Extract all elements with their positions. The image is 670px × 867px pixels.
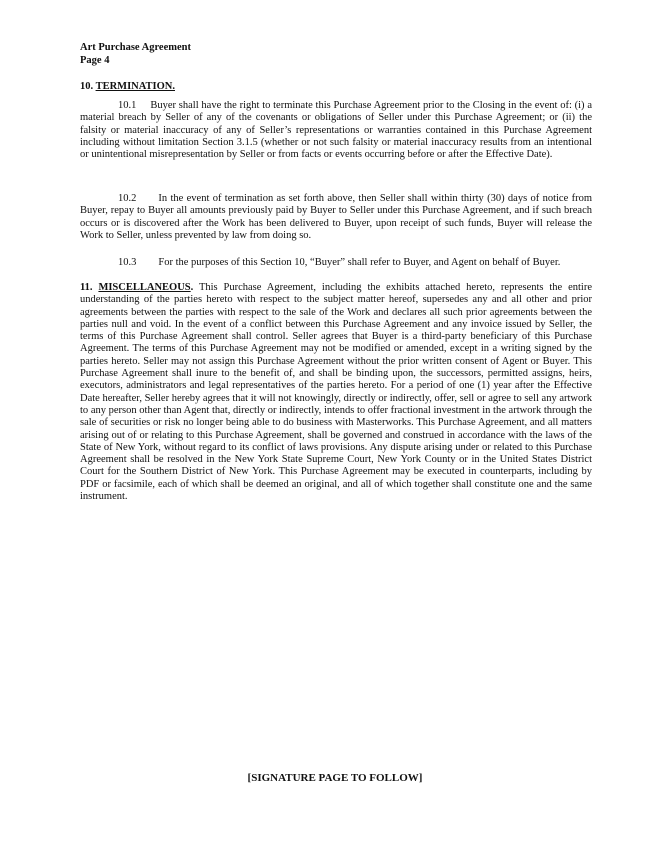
document-title: Art Purchase Agreement xyxy=(80,42,191,53)
section-10-heading xyxy=(80,81,592,93)
section-11-text: This Purchase Agreement, including the exhibits attached hereto, represents the entire understanding of the parties hereto with respect to the subject matter hereof, supersedes any and all other and prior agreements between the parties with respect to the sale of the Work and declares all such prior agreements between the parties null and void. In the event of a conflict between this Purchase Agreement and any invoice issued by Seller, the terms of this Purchase Agreement shall control. Seller agrees that Buyer is a third-party beneficiary of this Purchase Agreement. The terms of this Purchase Agreement may not be modified or amended, except in a writing signed by the parties hereto. Seller may not assign this Purchase Agreement without the prior written consent of Agent or Buyer. This Purchase Agreement shall inure to the benefit of, and shall be binding upon, the successors, permitted assigns, heirs, executors, administrators and legal representatives of the parties hereto. For a period of one (1) year after the Effective Date hereafter, Seller hereby agrees that it will not knowingly, directly or indirectly, offer, sell or agree to sell any artwork to any person other than Agent that, directly or indirectly, intends to offer fractional investment in the artwork through the sale of securities or risk no longer being able to do business with Masterworks. This Purchase Agreement, and all matters arising out of or relating to this Purchase Agreement, shall be governed and construed in accordance with the laws of the State of New York, without regard to its conflict of laws provisions. Any dispute arising under or related to this Purchase Agreement shall be resolved in the New York State Supreme Court, New York County or in the United States District Court for the Southern District of New York. This Purchase Agreement may be executed in counterparts, including by PDF or facsimile, each of which shall be deemed an original, and all of which together shall constitute one and the same instrument. xyxy=(80,282,592,503)
section-10-3-text: For the purposes of this Section 10, “Buyer” shall refer to Buyer, and Agent on behalf of Buyer. xyxy=(158,257,561,268)
section-10-2-text: In the event of termination as set forth above, then Seller shall within thirty (30) days of notice from Buyer, repay to Buyer all amounts previously paid by Buyer to Seller under this Purchase Agreement, and if such breach occurs or is discovered after the Work has been delivered to Buyer, upon receipt of such funds, Buyer will release the Work to Seller, unless prevented by law from doing so. xyxy=(80,193,592,241)
section-10-2-paragraph xyxy=(80,193,592,242)
page-number: Page 4 xyxy=(80,55,110,66)
signature-page-note: [SIGNATURE PAGE TO FOLLOW] xyxy=(247,772,423,784)
section-11-number: 11. xyxy=(80,282,93,293)
section-10-1-number: 10.1 xyxy=(118,100,137,111)
section-10-2-number: 10.2 xyxy=(118,193,137,204)
section-10-1-text: Buyer shall have the right to terminate this Purchase Agreement prior to the Closing in the event of: (i) a material breach by Seller of any of the covenants or obligations of Seller under this Purchase Agreement; or (ii) the falsity or material inaccuracy of any of Seller’s representations or warranties contained in this Purchase Agreement including without limitation Section 3.1.5 (whether or not such falsity or material inaccuracy results from an intentional or unintentional misrepresentation by Seller or from facts or events occurring before or after the Effective Date). xyxy=(80,100,592,161)
section-11-paragraph: 11. MISCELLANEOUS. This Purchase Agreement, including the exhibits attached hereto, represents the entire understanding of the parties hereto with respect to the subject matter hereof, supersedes any and all other and prior agreements between the parties with respect to the sale of the Work and declares all such prior agreements between the parties null and void. In the event of a conflict between this Purchase Agreement and any invoice issued by Seller, the terms of this Purchase Agreement shall control. Seller agrees that Buyer is a third-party beneficiary of this Purchase Agreement. The terms of this Purchase Agreement may not be modified or amended, except in a writing signed by the parties hereto. Seller may not assign this Purchase Agreement without the prior written consent of Agent or Buyer. This Purchase Agreement shall inure to the benefit of, and shall be binding upon, the successors, permitted assigns, heirs, executors, administrators and legal representatives of the parties hereto. For a period of one (1) year after the Effective Date hereafter, Seller hereby agrees that it will not knowingly, directly or indirectly, offer, sell or agree to sell any artwork to any person other than Agent that, directly or indirectly, intends to offer fractional investment in the artwork through the sale of securities or risk no longer being able to do business with Masterworks. This Purchase Agreement, and all matters arising out of or relating to this Purchase Agreement, shall be governed and construed in accordance with the laws of the State of New York, without regard to its conflict of laws provisions. Any dispute arising under or related to this Purchase Agreement shall be resolved in the New York State Supreme Court, New York County or in the United States District Court for the Southern District of New York. This Purchase Agreement may be executed in counterparts, including by PDF or facsimile, each of which shall be deemed an original, and all of which together shall constitute one and the same instrument. xyxy=(80,282,592,503)
section-10-1-paragraph xyxy=(80,100,592,161)
page-header xyxy=(80,41,191,67)
section-11-title: MISCELLANEOUS xyxy=(98,282,191,293)
section-10-3-number: 10.3 xyxy=(118,257,137,268)
section-10-number: 10. xyxy=(80,81,94,92)
section-10-title: TERMINATION. xyxy=(95,81,175,92)
section-10-3-paragraph xyxy=(80,257,592,269)
